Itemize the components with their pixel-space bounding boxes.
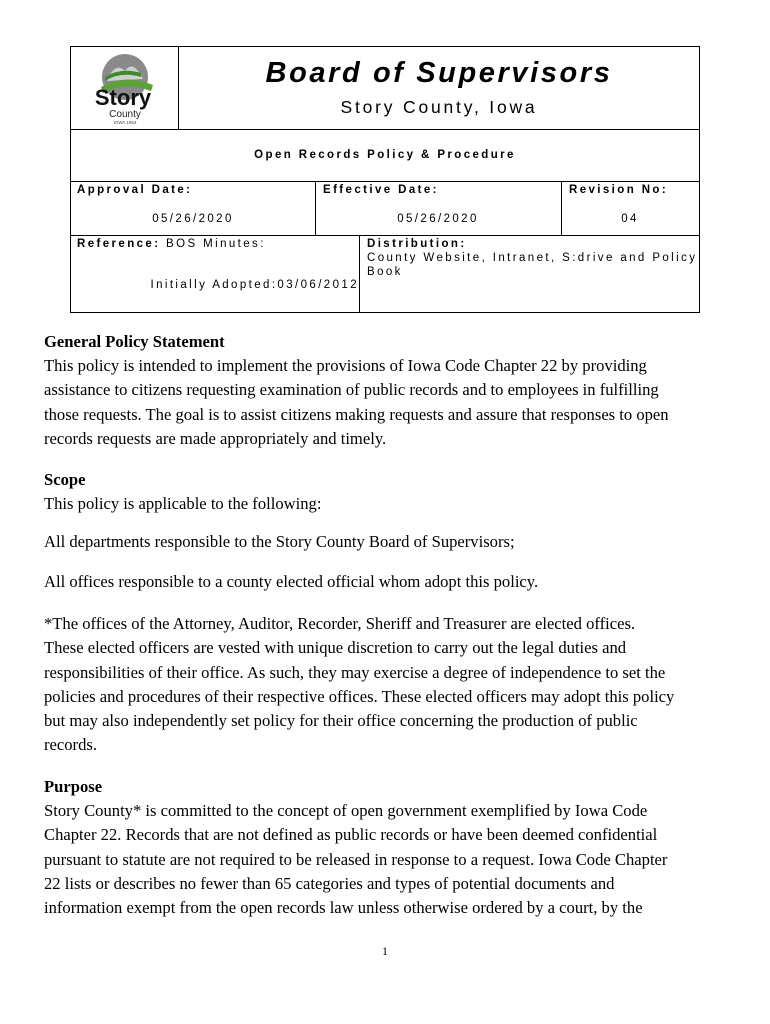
policy-title: Open Records Policy & Procedure [254,149,516,161]
divider [71,129,699,130]
svg-text:Story: Story [94,85,152,110]
distribution-line: County Website, Intranet, S:drive and Policy [367,252,698,264]
paragraph-line: This policy is intended to implement the provisions of Iowa Code Chapter 22 by providing [44,356,647,375]
reference-label: Reference: [77,238,161,250]
paragraph-line: 22 lists or describes no fewer than 65 categories and types of potential documents and [44,873,615,893]
paragraph-line: responsibilities of their office. As such, they may exercise a degree of independence to set the [44,662,666,682]
board-title: Board of Supervisors [265,57,613,89]
page-number: 1 [382,944,388,958]
reference-field [77,238,266,250]
paragraph-line: records requests are made appropriately and timely. [44,428,387,448]
scope-note-paragraph [44,612,734,758]
paragraph-line: information exempt from the open records law unless otherwise ordered by a court, by the [44,898,643,918]
paragraph-line: records. [44,735,97,755]
paragraph-line: pursuant to statute are not required to be released in response to a request. Iowa Code Chapter [44,849,668,869]
revision-value: 04 [621,213,639,225]
purpose-paragraph [44,799,734,920]
story-county-logo [71,47,179,129]
divider [71,181,699,182]
distribution-label: Distribution: [367,238,467,250]
title-cell [179,47,699,129]
general-policy-heading: General Policy Statement [44,332,225,351]
policy-header-table [70,46,700,313]
paragraph-line: Story County* is committed to the concept of open government exemplified by Iowa Code [44,801,648,820]
scope-heading: Scope [44,470,86,489]
initially-adopted: Initially Adopted:03/06/2012 [150,279,359,291]
board-subtitle: Story County, Iowa [340,97,538,117]
scope-item: All departments responsible to the Story County Board of Supervisors; [44,532,515,551]
paragraph-line: These elected officers are vested with unique discretion to carry out the legal duties and [44,638,627,658]
svg-text:County: County [109,109,141,120]
paragraph-line: *The offices of the Attorney, Auditor, Recorder, Sheriff and Treasurer are elected offices. [44,614,636,633]
scope-intro: This policy is applicable to the following: [44,494,322,513]
divider [315,181,316,235]
paragraph-line: those requests. The goal is to assist citizens making requests and assure that responses to open [44,404,669,424]
paragraph-line: policies and procedures of their respective offices. These elected officers may adopt this policy [44,686,675,706]
revision-label: Revision No: [569,184,669,196]
effective-date-value: 05/26/2020 [397,213,479,225]
paragraph-line: but may also independently set policy for their office concerning the production of public [44,711,638,731]
paragraph-line: Chapter 22. Records that are not defined as public records or have been deemed confidential [44,825,658,845]
purpose-heading: Purpose [44,777,103,796]
divider [561,181,562,235]
distribution-line: Book [367,266,403,278]
divider [359,235,360,313]
approval-date-value: 05/26/2020 [152,213,234,225]
logo-cell [71,47,179,129]
divider [71,235,699,236]
svg-text:IOWA 1853: IOWA 1853 [113,120,137,125]
reference-value: BOS Minutes: [160,238,266,250]
general-policy-paragraph [44,354,734,451]
scope-item: All offices responsible to a county elected official whom adopt this policy. [44,572,539,591]
paragraph-line: assistance to citizens requesting examination of public records and to employees in fulfilling [44,380,659,400]
approval-date-label: Approval Date: [77,184,193,196]
effective-date-label: Effective Date: [323,184,439,196]
